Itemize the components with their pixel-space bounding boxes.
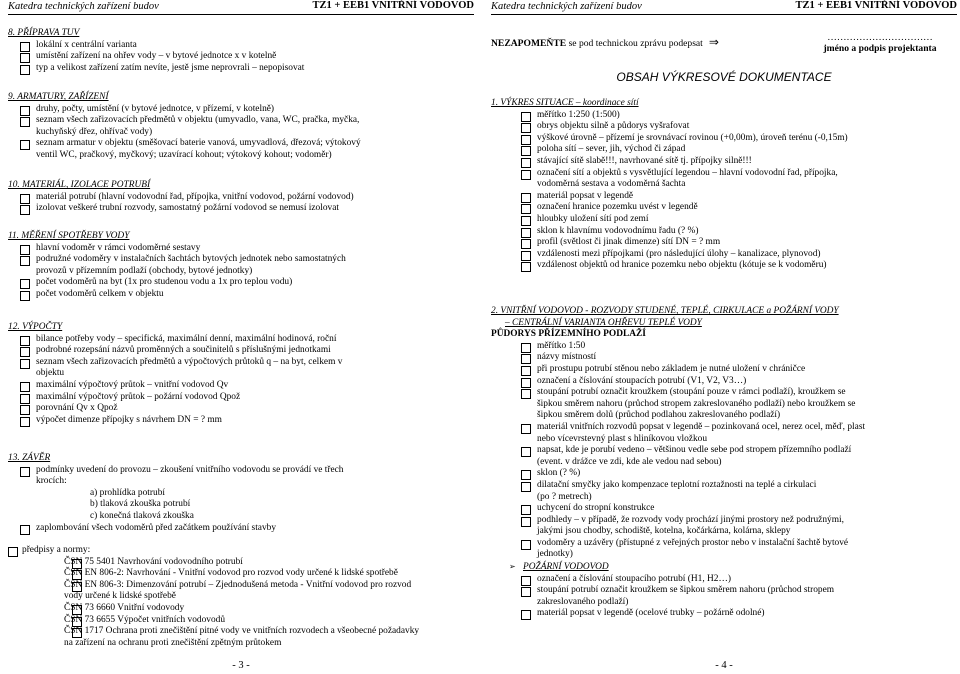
section-title: 1. VÝKRES SITUACE – koordinace sítí (491, 98, 639, 108)
page-header (8, 0, 474, 15)
header-course: TZ1 + EEB1 VNITŘNÍ VODOVOD (795, 0, 957, 11)
list-subitem: c) konečná tlaková zkouška (90, 510, 194, 521)
signature-block: …………………………… jméno a podpis projektanta (823, 32, 937, 54)
arrow-right-icon: ⇒ (708, 35, 719, 49)
list-item: seznam všech zařizovacích předmětů a výpočtových průtoků q – na byt, celkem v (8, 357, 474, 369)
section-10 (8, 180, 474, 215)
list-item: typ a velikost zařízení zatím nevíte, jestě jsme neprovrali – nepopisovat (8, 63, 474, 75)
list-item: bilance potřeby vody – specifická, maximální denní, maximální hodinová, roční (8, 334, 474, 346)
section-subtitle: PŮDORYS PŘÍZEMNÍHO PODLAŽÍ (491, 329, 646, 340)
list-item: při prostupu potrubí stěnou nebo základem je nutné uložení v chráničce (491, 364, 957, 376)
section-1 (491, 98, 957, 272)
list-item: názvy místností (491, 352, 957, 364)
list-item: dilatační smyčky jako kompenzace teplotní roztažnosti na teplé a cirkulaci (491, 480, 957, 492)
header-department: Katedra technických zařízení budov (491, 1, 642, 12)
list-item: poloha sítí – sever, jih, východ či západ (491, 144, 957, 156)
list-item: měřítko 1:50 (491, 341, 957, 353)
section-13 (8, 453, 474, 534)
drawing-contents-title: OBSAH VÝKRESOVÉ DOKUMENTACE (616, 70, 832, 84)
list-item-cont: objektu (36, 368, 65, 379)
list-item: lokální x centrální varianta (8, 40, 474, 52)
header-department: Katedra technických zařízení budov (8, 1, 159, 12)
list-item: počet vodoměrů na byt (1x pro studenou vodu a 1x pro teplou vodu) (8, 277, 474, 289)
list-item-cont: na zařízení na ochranu proti znečištění zpětným průtokem (64, 637, 282, 648)
list-subitem: b) tlaková zkouška potrubí (90, 499, 191, 510)
list-item: podmínky uvedení do provozu – zkoušení vnitřního vodovodu se provádí ve třech (8, 465, 474, 477)
list-item: profil (světlost či jinak dimenze) sítí DN = ? mm (491, 237, 957, 249)
list-item-cont: kuchyňský dřez, ohřívač vody) (36, 126, 153, 137)
list-item: označení sítí a objektů s vysvětlující legendou – hlavní vodovodní řad, přípojka, (491, 168, 957, 180)
list-item-cont: vody určené k lidské spotřebě (64, 591, 176, 602)
list-item: vzdálenosti mezi přípojkami (pro následující úlohy – kanalizace, plynovod) (491, 249, 957, 261)
signature-label: jméno a podpis projektanta (823, 43, 937, 54)
list-item: označení a číslování stoupacích potrubí (V1, V2, V3…) (491, 376, 957, 388)
list-item: vzdálenost objektů od hranice pozemku nebo objektu (kótuje se k vodoměru) (491, 260, 957, 272)
list-item: napsat, kde je porubí vedeno – většinou vedle sebe pod stropem přízemního podlaží (491, 445, 957, 457)
page-number: - 4 - (715, 660, 733, 671)
list-item: stoupání potrubí označit kroužkem se šipkou směrem nahoru (průchod stropem (491, 585, 957, 597)
list-item: hloubky uložení sítí pod zemí (491, 214, 957, 226)
section-predpisy (8, 545, 474, 649)
list-item: ČSN 73 6660 Vnitřní vodovody (8, 603, 474, 615)
section-12 (8, 322, 474, 426)
list-item: uchycení do stropní konstrukce (491, 503, 957, 515)
list-item: označení a číslování stoupacího potrubí (H1, H2…) (491, 574, 957, 586)
list-item: hlavní vodoměr v rámci vodoměrné sestavy (8, 243, 474, 255)
signature-reminder: NEZAPOMEŇTE se pod technickou zprávu podepsat ⇒ (491, 35, 719, 49)
list-item: podhledy – v případě, že rozvody vody prochází jinými prostory než podružnými, (491, 515, 957, 527)
list-item: podružné vodoměry v instalačních šachtách bytových jednotek nebo samostatných (8, 254, 474, 266)
list-item: porovnání Qv x Qpož (8, 403, 474, 415)
list-item: ČSN EN 806-3: Dimenzování potrubí – Zjednodušená metoda - Vnitřní vodovod pro rozvod (8, 580, 474, 592)
list-item-cont: šipkou směrem dolů (průchod podlahou zakreslovaného podlaží) (537, 410, 781, 421)
section-title-cont: – CENTRÁLNÍ VARIANTA OHŘEVU TEPLÉ VODY (505, 317, 702, 328)
list-item: seznam armatur v objektu (směšovací baterie vanová, umyvadlová, dřezová; výtokový (8, 138, 474, 150)
list-item: označení hranice pozemku uvést v legendě (491, 202, 957, 214)
section-title: 9. ARMATURY, ZAŘÍZENÍ (8, 92, 109, 102)
section-title: 2. VNITŘNÍ VODOVOD - ROZVODY STUDENÉ, TEPLÉ, CIRKULACE a POŽÁRNÍ VODY (491, 306, 839, 316)
list-item-cont: šipkou směrem nahoru (průchod stropem zakreslovaného podlaží) nebo kroužkem se (537, 398, 856, 409)
list-item: počet vodoměrů celkem v objektu (8, 289, 474, 301)
section-title: 11. MĚŘENÍ SPOTŘEBY VODY (8, 231, 130, 241)
section-9 (8, 92, 474, 162)
list-item: materiál popsat v legendě (491, 191, 957, 203)
list-item: výpočet dimenze přípojky s návrhem DN = ? mm (8, 415, 474, 427)
list-item: zaplombování všech vodoměrů před začátkem používání stavby (8, 523, 474, 535)
list-item: sklon (? %) (491, 468, 957, 480)
list-item: výškové úrovně – přízemí je srovnávací rovinou (+0,00m), úroveň terénu (-0,15m) (491, 133, 957, 145)
arrow-bullet-icon: ➢ (509, 562, 516, 572)
list-item: ČSN 1717 Ochrana proti znečištění pitné vody ve vnitřních rozvodech a všeobecné požadavky (8, 626, 474, 638)
list-item: ČSN EN 806-2: Navrhování - Vnitřní vodovod pro rozvod vody určené k lidské spotřebě (8, 568, 474, 580)
page-right (491, 0, 957, 674)
page-header (491, 0, 957, 15)
list-item: sklon k hlavnímu vodovodnímu řadu (? %) (491, 226, 957, 238)
list-item-cont: zakreslovaného podlaží) (537, 596, 629, 607)
list-item: vodoměry a uzávěry (přístupné z veřejných prostor nebo v instalační šachtě bytové (491, 538, 957, 550)
list-item: materiál vnitřních rozvodů popsat v legendě – pozinkovaná ocel, nerez ocel, měď, plast (491, 422, 957, 434)
list-item-cont: jednotky) (537, 549, 573, 560)
list-item: stávající sítě slabě!!!, navrhované sítě tj. přípojky silně!!! (491, 156, 957, 168)
list-item: obrys objektu silně a půdorys vyšrafovat (491, 121, 957, 133)
section-8 (8, 28, 474, 74)
list-item-cont: (event. v drážce ve zdi, kde ale vedou nad sebou) (537, 456, 722, 467)
section-title: 13. ZÁVĚR (8, 453, 51, 463)
list-item-cont: jakými jsou chodby, schodiště, kotelna, kočárkárna, kolárna, sklepy (537, 526, 791, 537)
section-title: předpisy a normy: (8, 545, 474, 557)
list-item: ČSN 75 5401 Navrhování vodovodního potrubí (8, 557, 474, 569)
list-item-cont: nebo vícevrstevný plast s hliníkovou vložkou (537, 433, 708, 444)
list-item-cont: vodoměrná sestava a vodoměrná šachta (537, 179, 686, 190)
list-item: ČSN 73 6655 Výpočet vnitřních vodovodů (8, 615, 474, 627)
section-title: 10. MATERIÁL, IZOLACE POTRUBÍ (8, 180, 151, 190)
list-item-cont: krocích: (36, 476, 67, 487)
subsection-title: ➢ POŽÁRNÍ VODOVOD (509, 562, 609, 573)
list-item: stoupání potrubí označit kroužkem (stoupání pouze v rámci podlaží), kroužkem se (491, 387, 957, 399)
section-title: 12. VÝPOČTY (8, 322, 63, 332)
list-item-cont: (po ? metrech) (537, 491, 592, 502)
list-item: materiál potrubí (hlavní vodovodní řad, přípojka, vnitřní vodovod, požární vodovod) (8, 192, 474, 204)
list-item: umístění zařízení na ohřev vody – v bytové jednotce x v kotelně (8, 51, 474, 63)
list-item-cont: ventil WC, pračkový, myčkový; uzavírací kohout; výtokový kohout; vodoměr) (36, 149, 332, 160)
list-item: druhy, počty, umístění (v bytové jednotce, v přízemí, v kotelně) (8, 104, 474, 116)
list-item-cont: provozů v přízemním podlaží (obchody, bytové jednotky) (36, 265, 253, 276)
list-item: materiál popsat v legendě (ocelové trubky – požárně odolné) (491, 608, 957, 620)
list-item: maximální výpočtový průtok – vnitřní vodovod Qv (8, 380, 474, 392)
list-item: maximální výpočtový průtok – požární vodovod Qpož (8, 392, 474, 404)
list-item: izolovat veškeré trubní rozvody, samostatný požární vodovod se nemusí izolovat (8, 203, 474, 215)
section-title: 8. PŘÍPRAVA TUV (8, 28, 80, 38)
list-subitem: a) prohlídka potrubí (90, 487, 165, 498)
page-number: - 3 - (232, 660, 250, 671)
header-course: TZ1 + EEB1 VNITŘNÍ VODOVOD (312, 0, 474, 11)
section-2 (491, 306, 957, 620)
list-item: podrobné rozepsání názvů proměnných a součinitelů s příslušnými jednotkami (8, 345, 474, 357)
section-11 (8, 231, 474, 301)
page-left (8, 0, 474, 674)
list-item: seznam všech zařizovacích předmětů v objektu (umyvadlo, vana, WC, pračka, myčka, (8, 115, 474, 127)
list-item: měřítko 1:250 (1:500) (491, 110, 957, 122)
